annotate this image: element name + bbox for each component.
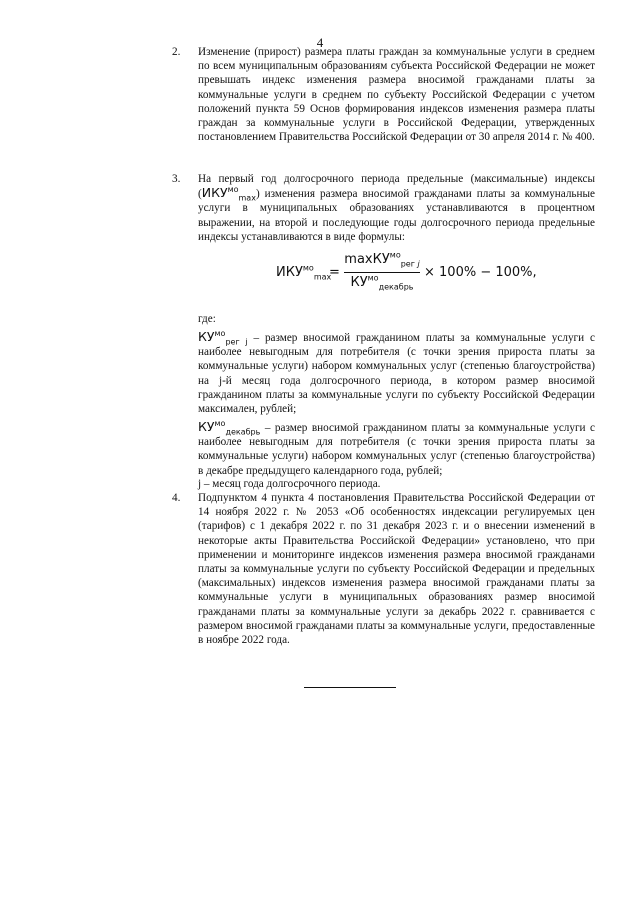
closing-divider [304, 687, 396, 688]
item-number: 2. [172, 46, 181, 58]
item-text: Изменение (прирост) размера платы граждан за коммунальные услуги в среднем по всем муниципальным образованиям субъекта Российской Федерации не может превышать индекс изменения размера вносимой гражданами платы за коммунальные услуги в среднем по субъекту Российской Федерации с учетом положений пункта 59 Основ формирования индексов изменения размера платы граждан за коммунальные услуги в Российской Федерации, утвержденных постановлением Правительства Российской Федерации от 30 апреля 2014 г. № 400. [198, 46, 595, 144]
definition-2 [198, 420, 595, 478]
list-item-2 [172, 45, 595, 144]
formula-equals: = [329, 265, 340, 280]
definition-1 [198, 330, 595, 416]
formula [172, 252, 595, 302]
fraction-bar [344, 272, 420, 273]
list-item-4 [172, 491, 595, 647]
index-symbol: $ИКУ^{мо}_{max}$ [201, 185, 256, 203]
item-text [198, 172, 595, 244]
definition-symbol: $КУ^{мо}_{рег j}$ [198, 328, 248, 347]
formula-numerator: maxКУ$^{мо}_{рег j}$ [344, 250, 420, 269]
item-number: 3. [172, 173, 181, 185]
list-item-3 [172, 172, 595, 244]
definition-3: j – месяц года долгосрочного периода. [198, 478, 381, 490]
formula-fraction [344, 252, 420, 295]
item-text-before: На первый год долгосрочного периода предельные (максимальные) индексы ( [198, 173, 595, 201]
definition-symbol: $КУ^{мо}_{декабрь}$ [198, 418, 261, 437]
formula-lhs: $ИКУ^{мо}_{max}$ [276, 263, 332, 282]
formula-denominator: $КУ^{мо}_{декабрь}$ [350, 273, 414, 292]
definition-text: – размер вносимой гражданином платы за коммунальные услуги с наиболее невыгодным для потребителя (с точки зрения прироста платы за коммунальные услуги) набором коммунальных услуг (степенью благоустройства) в декабре предыдущего календарного года, рублей; [198, 422, 595, 477]
formula-rest: × 100% − 100%, [424, 265, 537, 280]
definition-text: – размер вносимой гражданином платы за коммунальные услуги с наиболее невыгодным для потребителя (с точки зрения прироста платы за коммунальные услуги) набором коммунальных услуг (степенью благоустройства) на j-й месяц года долгосрочного периода, в котором размер вносимой гражданином платы за коммунальные услуги по субъекту Российской Федерации максимален, рублей; [198, 332, 595, 416]
item-text-after: ) изменения размера вносимой гражданами платы за коммунальные услуги в муниципальных образованиях устанавливаются в процентном выражении, на второй и последующие годы долгосрочного периода предельные индексы устанавливаются в виде формулы: [198, 188, 595, 243]
where-label: где: [198, 313, 216, 325]
item-number: 4. [172, 492, 181, 504]
item-text: Подпунктом 4 пункта 4 постановления Правительства Российской Федерации от 14 ноября 2022 г. № 2053 «Об особенностях индексации регулируемых цен (тарифов) с 1 декабря 2022 г. по 31 декабря 2023 г. и о внесении изменений в некоторые акты Правительства Российской Федерации» установлено, что при применении и мониторинге индексов изменения размера вносимой гражданами платы за коммунальные услуги по субъекту Российской Федерации и предельных (максимальных) индексов изменения размера вносимой гражданами платы за коммунальные услуги в муниципальных образованиях размер вносимой гражданами платы за коммунальные услуги за декабрь 2022 г. сравнивается с размером вносимой гражданами платы за коммунальные услуги, предоставленные в ноябре 2022 года. [198, 492, 595, 647]
page-number: 4 [316, 35, 324, 50]
